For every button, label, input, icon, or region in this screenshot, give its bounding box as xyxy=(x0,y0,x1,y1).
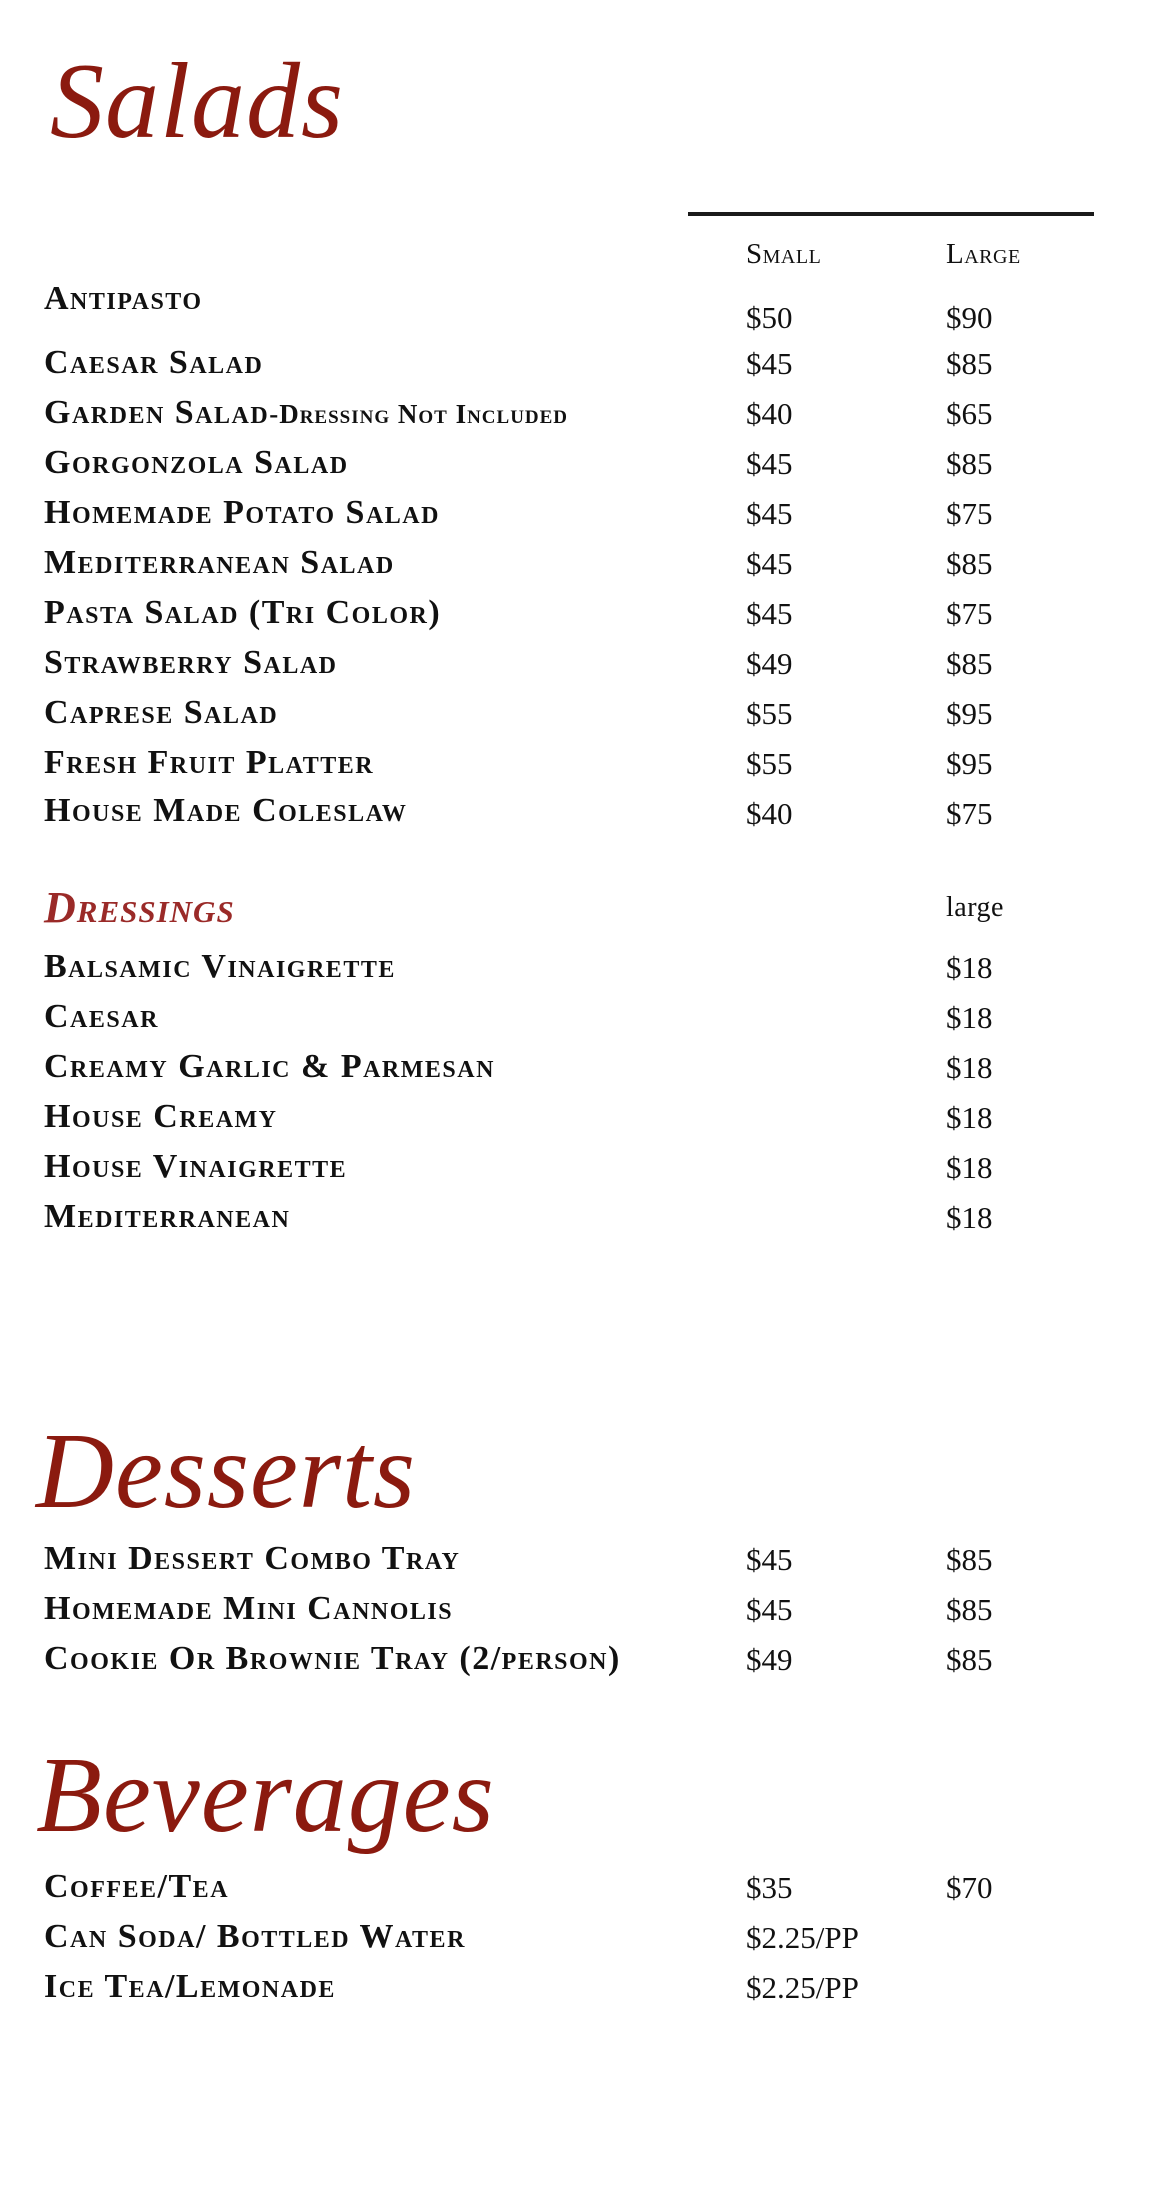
item-name: Caesar xyxy=(44,998,159,1035)
price-small: $45 xyxy=(746,446,793,481)
menu-item-row xyxy=(44,696,1124,736)
item-name: Caesar Salad xyxy=(44,344,264,381)
menu-item-row xyxy=(44,1200,1124,1240)
price-large: $85 xyxy=(946,446,993,481)
price-large: $85 xyxy=(946,546,993,581)
menu-item-row xyxy=(44,280,1124,335)
menu-item-row xyxy=(44,1100,1124,1140)
menu-item-row xyxy=(44,396,1124,436)
price-large: $85 xyxy=(946,1592,993,1627)
price-large: $85 xyxy=(946,646,993,681)
price-large: $18 xyxy=(946,1200,993,1235)
price-small: $55 xyxy=(746,746,793,781)
menu-item-row xyxy=(44,596,1124,636)
price-small: $45 xyxy=(746,346,793,381)
menu-item-row xyxy=(44,1050,1124,1090)
price-small: $49 xyxy=(746,646,793,681)
menu-item-row xyxy=(44,1920,1124,1960)
menu-item-row xyxy=(44,1970,1124,2010)
item-name: House Vinaigrette xyxy=(44,1148,348,1185)
column-header-large: large xyxy=(946,892,1004,923)
menu-item-row xyxy=(44,646,1124,686)
price-large: $18 xyxy=(946,950,993,985)
item-name: Creamy Garlic & Parmesan xyxy=(44,1048,495,1085)
item-name-note: -Dressing Not Included xyxy=(269,399,569,429)
item-name: Fresh Fruit Platter xyxy=(44,744,375,781)
price-small: $49 xyxy=(746,1642,793,1677)
menu-item-row xyxy=(44,1542,1124,1582)
item-name: Cookie Or Brownie Tray (2/person) xyxy=(44,1640,621,1677)
item-name: Homemade Mini Cannolis xyxy=(44,1590,454,1627)
price-small: $45 xyxy=(746,496,793,531)
menu-item-row xyxy=(44,1870,1124,1910)
price-small: $45 xyxy=(746,1542,793,1577)
price-small: $45 xyxy=(746,1592,793,1627)
price-large: $75 xyxy=(946,596,993,631)
price-large: $95 xyxy=(946,696,993,731)
price-large: $95 xyxy=(946,746,993,781)
menu-item-row xyxy=(44,496,1124,536)
price-large: $85 xyxy=(946,346,993,381)
price-large: $90 xyxy=(946,300,993,335)
item-name: Strawberry Salad xyxy=(44,644,338,681)
item-name: House Made Coleslaw xyxy=(44,792,408,829)
item-name: Mediterranean xyxy=(44,1198,291,1235)
menu-item-row xyxy=(44,446,1124,486)
price-small: $40 xyxy=(746,796,793,831)
menu-item-row xyxy=(44,1150,1124,1190)
column-header-small: Small xyxy=(746,238,822,270)
menu-item-row xyxy=(44,746,1124,786)
price-small: $50 xyxy=(746,300,793,335)
item-name: Can Soda/ Bottled Water xyxy=(44,1918,466,1955)
salads-heading: Salads xyxy=(50,42,345,161)
menu-item-row xyxy=(44,346,1124,386)
price-large: $18 xyxy=(946,1000,993,1035)
item-name: Antipasto xyxy=(44,280,203,317)
column-header-large: Large xyxy=(946,238,1021,270)
price-small: $40 xyxy=(746,396,793,431)
item-name: Mediterranean Salad xyxy=(44,544,395,581)
item-name-main: Garden Salad xyxy=(44,394,270,431)
price-large: $75 xyxy=(946,496,993,531)
price-small: $35 xyxy=(746,1870,793,1905)
price-large: $18 xyxy=(946,1100,993,1135)
item-name: Pasta Salad (Tri Color) xyxy=(44,594,442,631)
item-name: Mini Dessert Combo Tray xyxy=(44,1540,461,1577)
price-large: $70 xyxy=(946,1870,993,1905)
menu-item-row xyxy=(44,1642,1124,1682)
desserts-heading: Desserts xyxy=(36,1412,416,1531)
item-name: Gorgonzola Salad xyxy=(44,444,349,481)
price-header-rule xyxy=(688,212,1094,216)
item-name xyxy=(44,396,568,430)
price-large: $65 xyxy=(946,396,993,431)
price-large: $75 xyxy=(946,796,993,831)
price-large: $18 xyxy=(946,1050,993,1085)
menu-item-row xyxy=(44,1000,1124,1040)
price-large: $85 xyxy=(946,1542,993,1577)
item-name: Homemade Potato Salad xyxy=(44,494,440,531)
item-name: Balsamic Vinaigrette xyxy=(44,948,396,985)
price-small: $45 xyxy=(746,596,793,631)
price-small: $2.25/PP xyxy=(746,1920,859,1955)
dressings-heading: Dressings xyxy=(44,883,235,932)
price-large: $18 xyxy=(946,1150,993,1185)
beverages-heading: Beverages xyxy=(36,1736,495,1855)
item-name: House Creamy xyxy=(44,1098,278,1135)
price-small: $45 xyxy=(746,546,793,581)
item-name: Caprese Salad xyxy=(44,694,279,731)
item-name: Ice Tea/Lemonade xyxy=(44,1968,336,2005)
menu-item-row xyxy=(44,1592,1124,1632)
price-large: $85 xyxy=(946,1642,993,1677)
menu-item-row xyxy=(44,950,1124,990)
price-small: $55 xyxy=(746,696,793,731)
menu-item-row xyxy=(44,546,1124,586)
price-small: $2.25/PP xyxy=(746,1970,859,2005)
item-name: Coffee/Tea xyxy=(44,1868,230,1905)
menu-item-row xyxy=(44,794,1124,834)
